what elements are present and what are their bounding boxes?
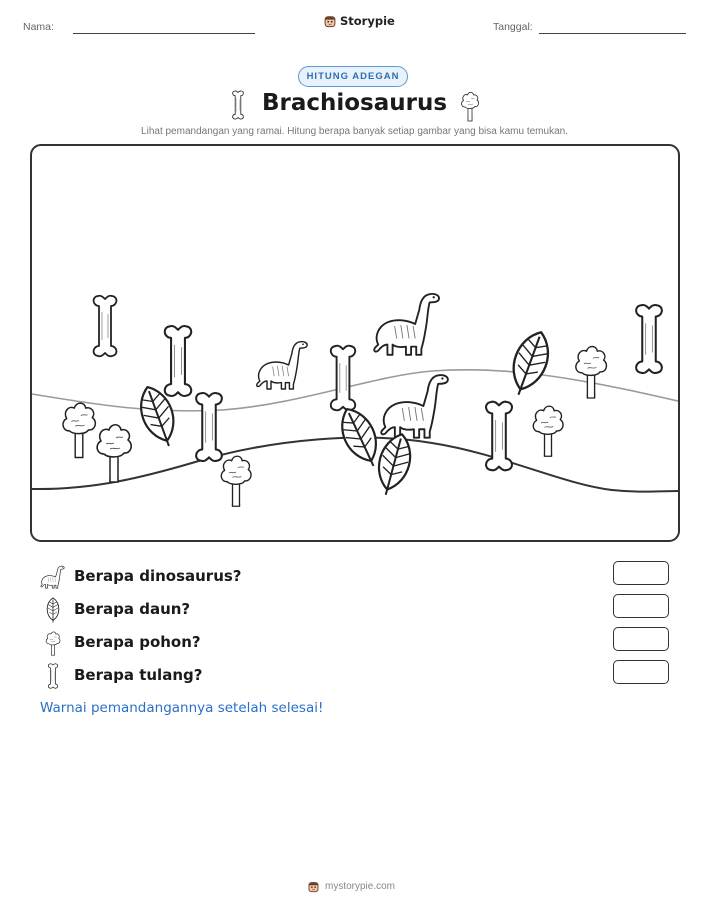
answer-box-trees[interactable]	[613, 627, 669, 651]
instructions: Lihat pemandangan yang ramai. Hitung berapa banyak setiap gambar yang bisa kamu temukan.	[141, 126, 568, 137]
brachiosaurus-icon	[257, 342, 307, 389]
name-field-line[interactable]	[73, 33, 255, 34]
question-label: Berapa daun?	[74, 600, 191, 618]
scene-illustration	[32, 146, 680, 542]
bone-icon	[331, 346, 355, 411]
bone-icon	[94, 296, 117, 357]
bone-icon	[636, 305, 662, 373]
brachiosaurus-icon	[40, 564, 66, 590]
answer-box-bones[interactable]	[613, 660, 669, 684]
tree-icon	[533, 406, 563, 456]
coloring-note: Warnai pemandangannya setelah selesai!	[40, 700, 324, 716]
tree-icon	[576, 346, 607, 398]
question-row-trees	[40, 630, 680, 654]
question-label: Berapa dinosaurus?	[74, 567, 242, 585]
page-title: Brachiosaurus	[261, 90, 448, 116]
question-row-leaves	[40, 597, 680, 621]
question-row-bones	[40, 663, 680, 687]
tree-icon	[97, 425, 131, 482]
brachiosaurus-icon	[374, 294, 439, 355]
answer-box-dinosaurs[interactable]	[613, 561, 669, 585]
bone-icon	[165, 326, 191, 396]
tree-icon	[460, 90, 480, 122]
date-label: Tanggal:	[493, 21, 533, 33]
bone-icon	[486, 402, 512, 471]
bone-icon	[40, 663, 66, 689]
tree-icon	[63, 403, 95, 457]
storypie-mascot-icon	[323, 14, 337, 28]
name-label: Nama:	[23, 21, 54, 33]
activity-badge: HITUNG ADEGAN	[298, 66, 408, 87]
tree-icon	[40, 630, 66, 656]
question-label: Berapa tulang?	[74, 666, 203, 684]
tree-icon	[221, 456, 251, 506]
question-row-dinosaurs	[40, 564, 680, 588]
bone-icon	[196, 393, 222, 461]
answer-box-leaves[interactable]	[613, 594, 669, 618]
site-url[interactable]: mystorypie.com	[325, 881, 396, 892]
question-label: Berapa pohon?	[74, 633, 201, 651]
brand-name: Storypie	[340, 14, 395, 28]
counting-scene	[30, 144, 680, 542]
leaf-icon	[40, 597, 66, 623]
brachiosaurus-icon	[381, 375, 448, 438]
brand-logo	[323, 14, 395, 28]
date-field-line[interactable]	[539, 33, 686, 34]
leaf-icon	[504, 327, 556, 400]
storypie-mascot-icon	[307, 880, 320, 893]
footer-site	[307, 880, 395, 893]
